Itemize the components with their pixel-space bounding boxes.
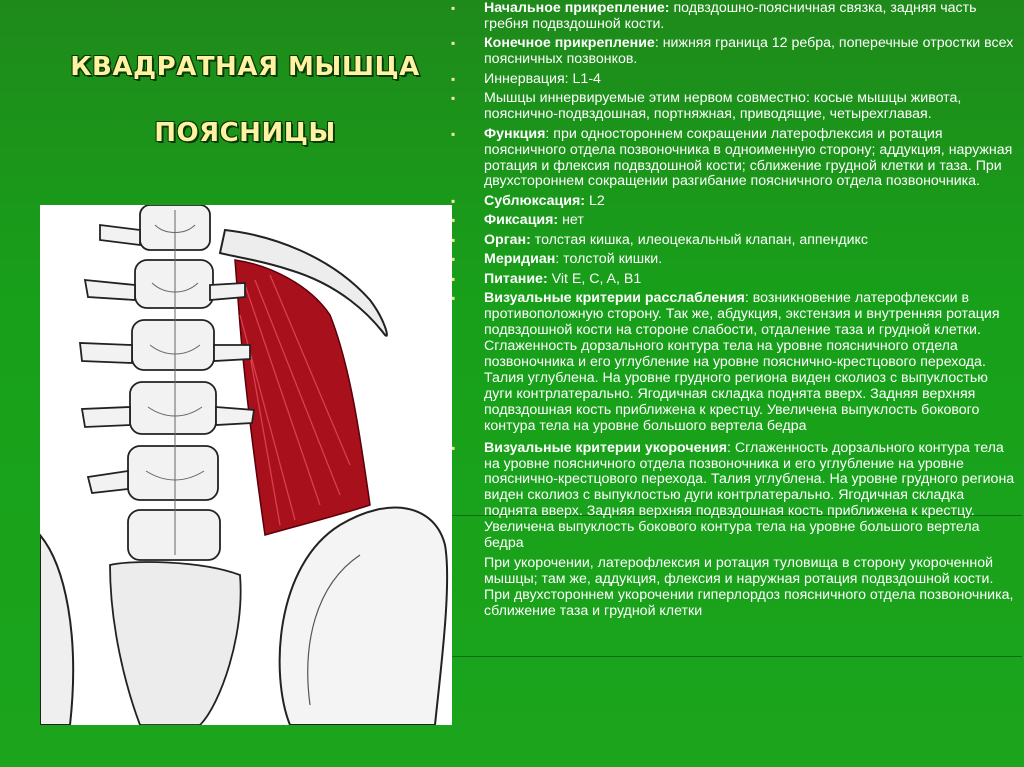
item-label: Визуальные критерии расслабления [484, 290, 745, 307]
slide-title-line1: КВАДРАТНАЯ МЫШЦА [70, 52, 420, 82]
item-label: Меридиан [484, 251, 556, 268]
list-item [450, 252, 1016, 268]
list-item [450, 1, 1016, 33]
item-label: Визуальные критерии укорочения [484, 439, 728, 456]
list-item [450, 72, 1016, 88]
item-text: Vit E, C, A, B1 [547, 270, 642, 287]
item-text: подвздошно-поясничная связка, задняя часть гребня подвздошной кости. [484, 0, 977, 32]
list-item [450, 213, 1016, 229]
item-text: нет [558, 212, 584, 229]
item-text: Иннервация: L1-4 [484, 70, 601, 87]
item-text: При укорочении, латерофлексия и ротация туловища в сторону укороченной мышцы; там же, аддукция, флексия и наружная ротация подвздошной кости. При двухстороннем укорочении гиперлордоз поясничного отдела позвоночника, сближение таза и грудной клетки [484, 554, 1014, 619]
item-text: : Сглаженность дорзального контура тела на уровне поясничного отдела позвоночника и его углубление на уровне пояснично-крестцового перехода. Талия углублена. На уровне грудного региона виден сколиоз с выпуклостью дуги контрлатерально. Ягодичная складка поднята вверх. Задняя верхняя подвздошная кость приближена к крестцу. Увеличена выпуклость бокового контура тела на уровне большого вертела бедра [484, 439, 1015, 552]
item-label: Конечное прикрепление [484, 35, 655, 52]
list-item [450, 441, 1016, 552]
item-text: : нижняя граница 12 ребра, поперечные отростки всех поясничных позвонков. [484, 35, 1014, 68]
list-item [450, 91, 1016, 123]
list-item [450, 272, 1016, 288]
description-list-container [450, 0, 1016, 767]
list-item [450, 127, 1016, 191]
description-list [450, 0, 1016, 620]
slide-title-line2: ПОЯСНИЦЫ [154, 118, 336, 148]
list-item [450, 233, 1016, 249]
item-label: Функция [484, 125, 546, 142]
list-item [450, 291, 1016, 434]
item-label: Сублюксация: [484, 192, 585, 209]
list-item [450, 556, 1016, 620]
item-text: Мышцы иннервируемые этим нервом совместно: косые мышцы живота, пояснично-подвздошная, портняжная, приводящие, четырехглавая. [484, 90, 962, 123]
item-label: Фиксация: [484, 212, 559, 229]
anatomy-drawing [40, 205, 452, 725]
item-label: Питание: [484, 270, 548, 287]
item-text: : при одностороннем сокращении латерофлексия и ротация поясничного отдела позвоночника в одноименную сторону; аддукция, наружная ротация и флексия подвздошной кости; сближение грудной клетки и таза. При двухстороннем сокращении разгибание поясничного отдела позвоночника. [484, 125, 1013, 190]
item-label: Начальное прикрепление: [484, 0, 670, 16]
item-text: L2 [585, 192, 605, 209]
item-text: толстая кишка, илеоцекальный клапан, аппендикс [530, 231, 868, 248]
item-text: : возникновение латерофлексии в противоположную сторону. Так же, абдукция, экстензия и внутренняя ротация подвздошной кости на стороне слабости, отдаление таза и грудной клетки. Сглаженность дорзального контура тела на уровне поясничного отдела позвоночника и его углубление на уровне пояснично-крестцового перехода. Талия углублена. На уровне грудного региона виден сколиоз с выпуклостью дуги контрлатерально. Ягодичная складка поднята вверх. Задняя верхняя подвздошная кость приближена к крестцу. Увеличена выпуклость бокового контура тела на уровне большого вертела бедра [484, 290, 1000, 434]
list-item [450, 194, 1016, 210]
item-label: Орган: [484, 231, 531, 248]
anatomy-quadratus-lumborum-icon [40, 205, 452, 725]
item-text: : толстой кишки. [555, 251, 663, 268]
list-item [450, 36, 1016, 68]
